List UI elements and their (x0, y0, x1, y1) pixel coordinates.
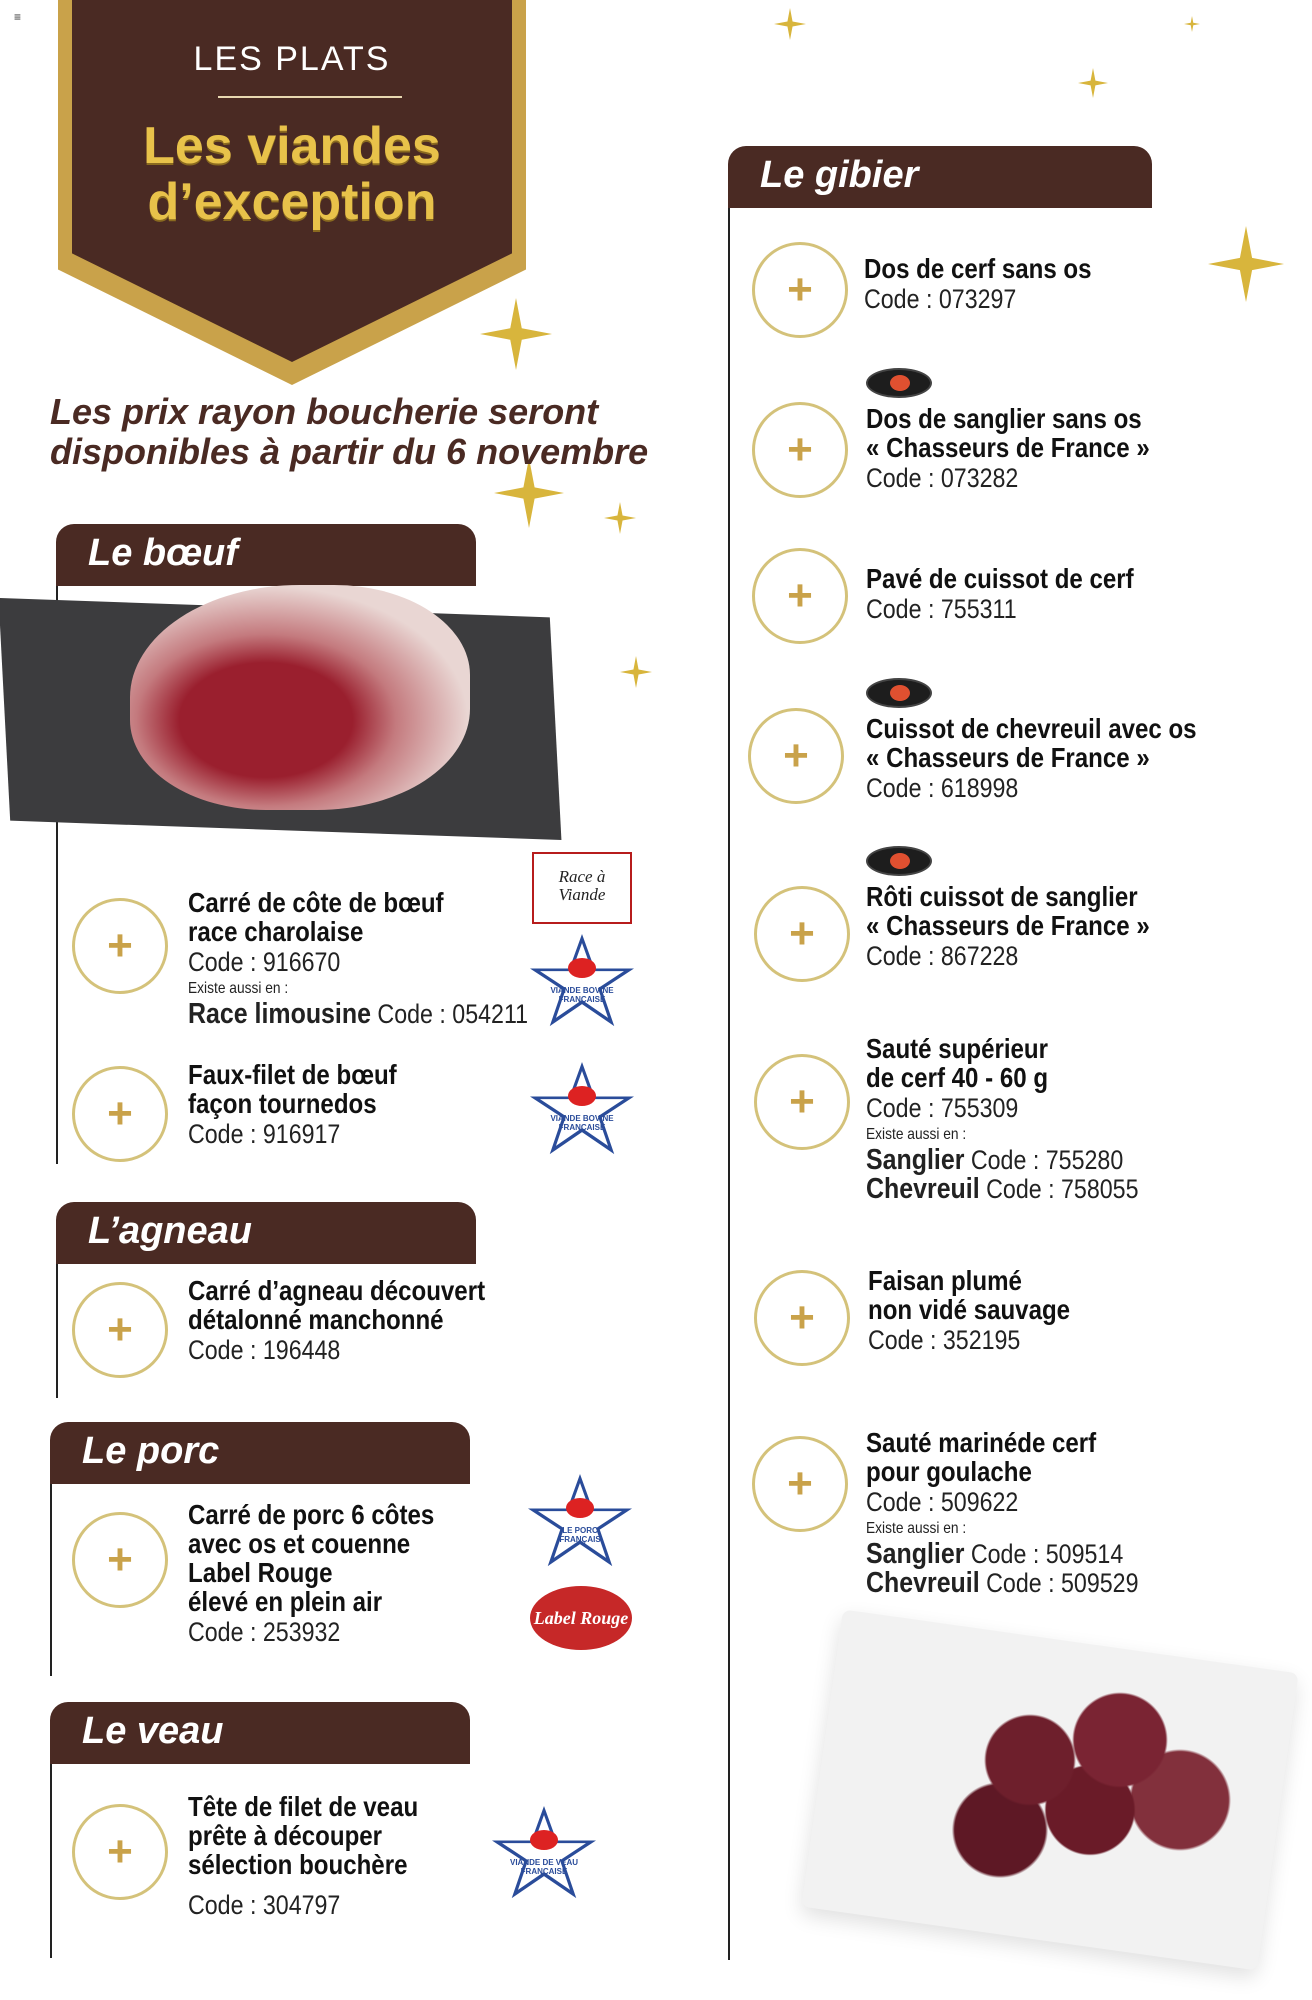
product-name: Sauté supérieur (866, 1033, 1049, 1064)
race-a-viande-logo: Race à Viande (532, 852, 632, 924)
logo-text: LE PORC FRANÇAIS (559, 1526, 601, 1544)
add-item-button[interactable]: + (72, 898, 168, 994)
label-rouge-logo: Label Rouge (530, 1586, 632, 1650)
product-code: Code : 352195 (868, 1325, 1021, 1355)
sparkle-icon (620, 656, 652, 688)
product-name: Faux-filet de bœuf (188, 1059, 397, 1090)
logo-text: VIANDE BOVINE FRANÇAISE (550, 986, 614, 1004)
section-header-veau (50, 1702, 470, 1764)
add-item-button[interactable]: + (754, 886, 850, 982)
add-item-button[interactable]: + (72, 1804, 168, 1900)
variant-code: Code : 509514 (970, 1539, 1124, 1569)
product-carre-cote-boeuf (188, 888, 583, 1029)
sparkle-icon (1078, 68, 1108, 98)
product-name: « Chasseurs de France » (866, 910, 1150, 941)
alternative-variant (866, 1146, 1138, 1175)
add-item-button[interactable]: + (72, 1512, 168, 1608)
product-code: Code : 253932 (188, 1617, 341, 1647)
product-carre-agneau (188, 1276, 533, 1366)
sparkle-icon (1208, 226, 1284, 302)
corner-menu-icon: ≡ (14, 10, 22, 24)
product-roti-cuissot-sanglier (866, 882, 1196, 972)
variant-code: Code : 758055 (986, 1174, 1139, 1204)
logo-text: VIANDE BOVINE FRANÇAISE (550, 1114, 614, 1132)
product-pave-cuissot-cerf (866, 564, 1177, 625)
product-name: prête à découper (188, 1820, 383, 1851)
page-title (72, 118, 512, 230)
viande-de-veau-francaise-logo (492, 1806, 596, 1902)
notice-line1: Les prix rayon boucherie seront (50, 391, 599, 432)
product-name: Dos de cerf sans os (864, 253, 1092, 284)
section-title-boeuf: Le bœuf (88, 532, 238, 574)
add-item-button[interactable]: + (752, 1436, 848, 1532)
product-name: façon tournedos (188, 1088, 377, 1119)
product-name: « Chasseurs de France » (866, 432, 1150, 463)
product-cuissot-chevreuil (866, 714, 1250, 804)
product-name: Carré d’agneau découvert (188, 1275, 486, 1306)
notice-line2: disponibles à partir du 6 novembre (50, 431, 649, 472)
also-available-label: Existe aussi en : (188, 980, 289, 997)
add-item-button[interactable]: + (754, 1054, 850, 1150)
sparkle-icon (774, 8, 806, 40)
section-title-gibier: Le gibier (760, 154, 919, 196)
product-name: sélection bouchère (188, 1849, 408, 1880)
product-carre-porc (188, 1500, 474, 1648)
le-porc-francais-logo (528, 1474, 632, 1570)
beef-rib-image (130, 585, 470, 810)
variant-code: Code : 509529 (986, 1568, 1139, 1598)
product-code: Code : 916670 (188, 947, 341, 977)
product-code: Code : 073282 (866, 463, 1019, 493)
product-faisan (868, 1266, 1103, 1356)
alternative-variant (866, 1175, 1138, 1204)
product-name: race charolaise (188, 916, 364, 947)
add-item-button[interactable]: + (752, 402, 848, 498)
product-name: pour goulache (866, 1456, 1032, 1487)
product-tete-filet-veau (188, 1792, 456, 1921)
sparkle-icon (1184, 16, 1200, 32)
variant-name: Race limousine (188, 998, 371, 1030)
page-title-line1: Les viandes (143, 117, 441, 175)
product-saute-marine-cerf (866, 1428, 1183, 1598)
logo-text: VIANDE DE VEAU FRANÇAISE (510, 1858, 579, 1876)
add-item-button[interactable]: + (748, 708, 844, 804)
variant-code: Code : 755280 (970, 1145, 1124, 1175)
section-title-agneau: L’agneau (88, 1210, 252, 1252)
viande-bovine-francaise-logo (530, 934, 634, 1030)
product-code: Code : 618998 (866, 773, 1019, 803)
product-name: Pavé de cuissot de cerf (866, 563, 1134, 594)
product-code: Code : 755309 (866, 1093, 1019, 1123)
chasseurs-de-france-logo (866, 678, 932, 708)
product-name: Rôti cuissot de sanglier (866, 881, 1138, 912)
section-divider (50, 1764, 52, 1958)
product-name: Tête de filet de veau (188, 1791, 419, 1822)
variant-name: Chevreuil (866, 1567, 980, 1599)
product-name: Label Rouge (188, 1557, 333, 1588)
add-item-button[interactable]: + (754, 1270, 850, 1366)
add-item-button[interactable]: + (752, 242, 848, 338)
product-code: Code : 304797 (188, 1890, 341, 1920)
product-name: élevé en plein air (188, 1586, 383, 1617)
variant-name: Chevreuil (866, 1173, 980, 1205)
add-item-button[interactable]: + (752, 548, 848, 644)
game-meat-chunks-image (940, 1680, 1240, 1880)
section-divider (56, 1264, 58, 1398)
viande-bovine-francaise-logo (530, 1062, 634, 1158)
also-available-label: Existe aussi en : (866, 1126, 967, 1143)
product-name: Cuissot de chevreuil avec os (866, 713, 1197, 744)
product-code: Code : 509622 (866, 1487, 1019, 1517)
variant-name: Sanglier (866, 1144, 965, 1176)
product-name: Dos de sanglier sans os (866, 403, 1142, 434)
product-name: Carré de porc 6 côtes (188, 1499, 435, 1530)
availability-notice (50, 392, 710, 472)
section-header-agneau (56, 1202, 476, 1264)
alternative-variant (866, 1569, 1138, 1598)
product-name: détalonné manchonné (188, 1304, 444, 1335)
add-item-button[interactable]: + (72, 1282, 168, 1378)
section-title-porc: Le porc (82, 1430, 220, 1472)
product-faux-filet (188, 1060, 431, 1150)
product-name: Carré de côte de bœuf (188, 887, 444, 918)
chasseurs-de-france-logo (866, 846, 932, 876)
section-header-porc (50, 1422, 470, 1484)
add-item-button[interactable]: + (72, 1066, 168, 1162)
product-code: Code : 196448 (188, 1335, 341, 1365)
variant-name: Sanglier (866, 1538, 965, 1570)
badge-supertitle: LES PLATS (193, 40, 391, 78)
sparkle-icon (480, 298, 552, 370)
alternative-variant (866, 1540, 1138, 1569)
section-header-gibier (728, 146, 1152, 208)
section-divider (50, 1484, 52, 1676)
also-available-label: Existe aussi en : (866, 1520, 967, 1537)
product-code: Code : 073297 (864, 284, 1017, 314)
product-code: Code : 755311 (866, 594, 1017, 624)
variant-code: Code : 054211 (377, 999, 529, 1029)
product-saute-superieur-cerf (866, 1034, 1183, 1204)
section-divider (728, 208, 730, 1960)
product-dos-sanglier (866, 404, 1196, 494)
product-name: Sauté marinéde cerf (866, 1427, 1097, 1458)
product-name: avec os et couenne (188, 1528, 411, 1559)
sparkle-icon (604, 502, 636, 534)
product-name: non vidé sauvage (868, 1294, 1071, 1325)
section-title-veau: Le veau (82, 1710, 224, 1752)
product-name: « Chasseurs de France » (866, 742, 1150, 773)
alternative-variant (188, 1000, 528, 1029)
product-code: Code : 916917 (188, 1119, 341, 1149)
badge-divider (218, 96, 402, 98)
product-code: Code : 867228 (866, 941, 1019, 971)
product-dos-cerf (864, 254, 1129, 315)
section-header-boeuf (56, 524, 476, 586)
product-name: Faisan plumé (868, 1265, 1022, 1296)
page-title-line2: d’exception (147, 173, 437, 231)
chasseurs-de-france-logo (866, 368, 932, 398)
product-name: de cerf 40 - 60 g (866, 1062, 1049, 1093)
